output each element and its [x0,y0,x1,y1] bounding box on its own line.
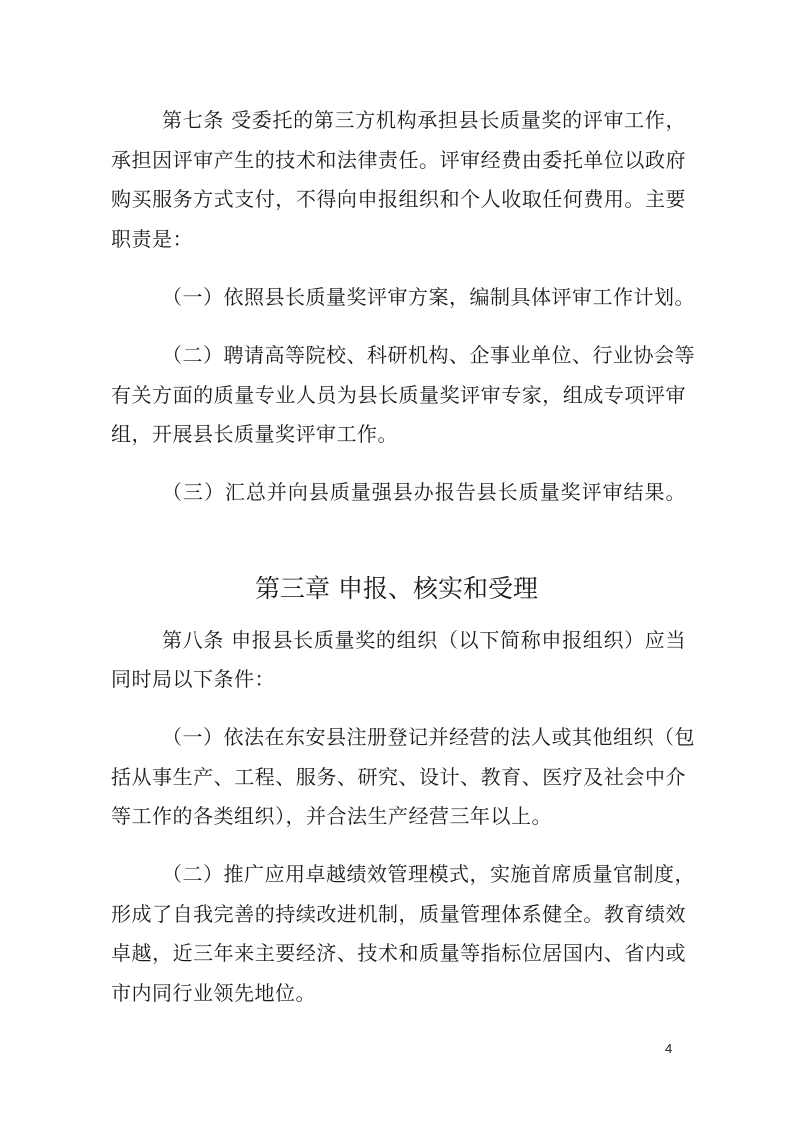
duty-1-line-1: （一）依照县长质量奖评审方案，编制具体评审工作计划。 [162,285,695,309]
article-8-line-1: 第八条 申报县长质量奖的组织（以下简称申报组织）应当 [162,628,686,652]
condition-1-line-2: 括从事生产、工程、服务、研究、设计、教育、医疗及社会中介 [111,765,686,789]
condition-1-line-1: （一）依法在东安县注册登记并经营的法人或其他组织（包 [162,725,695,749]
article-8-line-2: 同时局以下条件： [111,667,275,691]
condition-2-line-1: （二）推广应用卓越绩效管理模式，实施首席质量官制度， [162,862,695,886]
condition-2-line-2: 形成了自我完善的持续改进机制，质量管理体系健全。教育绩效 [111,902,686,926]
article-7-line-1: 第七条 受委托的第三方机构承担县长质量奖的评审工作， [162,108,686,132]
chapter-3-heading: 第三章 申报、核实和受理 [255,574,538,603]
condition-2-line-3: 卓越，近三年来主要经济、技术和质量等指标位居国内、省内或 [111,941,686,965]
duty-2-line-1: （二）聘请高等院校、科研机构、企事业单位、行业协会等 [162,343,695,367]
condition-1-line-3: 等工作的各类组织），并合法生产经营三年以上。 [111,804,552,828]
article-7-line-4: 职责是： [111,227,193,251]
article-7-line-2: 承担因评审产生的技术和法律责任。评审经费由委托单位以政府 [111,148,686,172]
page-number: 4 [665,1041,673,1056]
article-7-line-3: 购买服务方式支付，不得向申报组织和个人收取任何费用。主要 [111,187,686,211]
duty-3-line-1: （三）汇总并向县质量强县办报告县长质量奖评审结果。 [162,480,686,504]
duty-2-line-2: 有关方面的质量专业人员为县长质量奖评审专家，组成专项评审 [111,383,686,407]
condition-2-line-4: 市内同行业领先地位。 [111,981,316,1005]
duty-2-line-3: 组，开展县长质量奖评审工作。 [111,422,398,446]
